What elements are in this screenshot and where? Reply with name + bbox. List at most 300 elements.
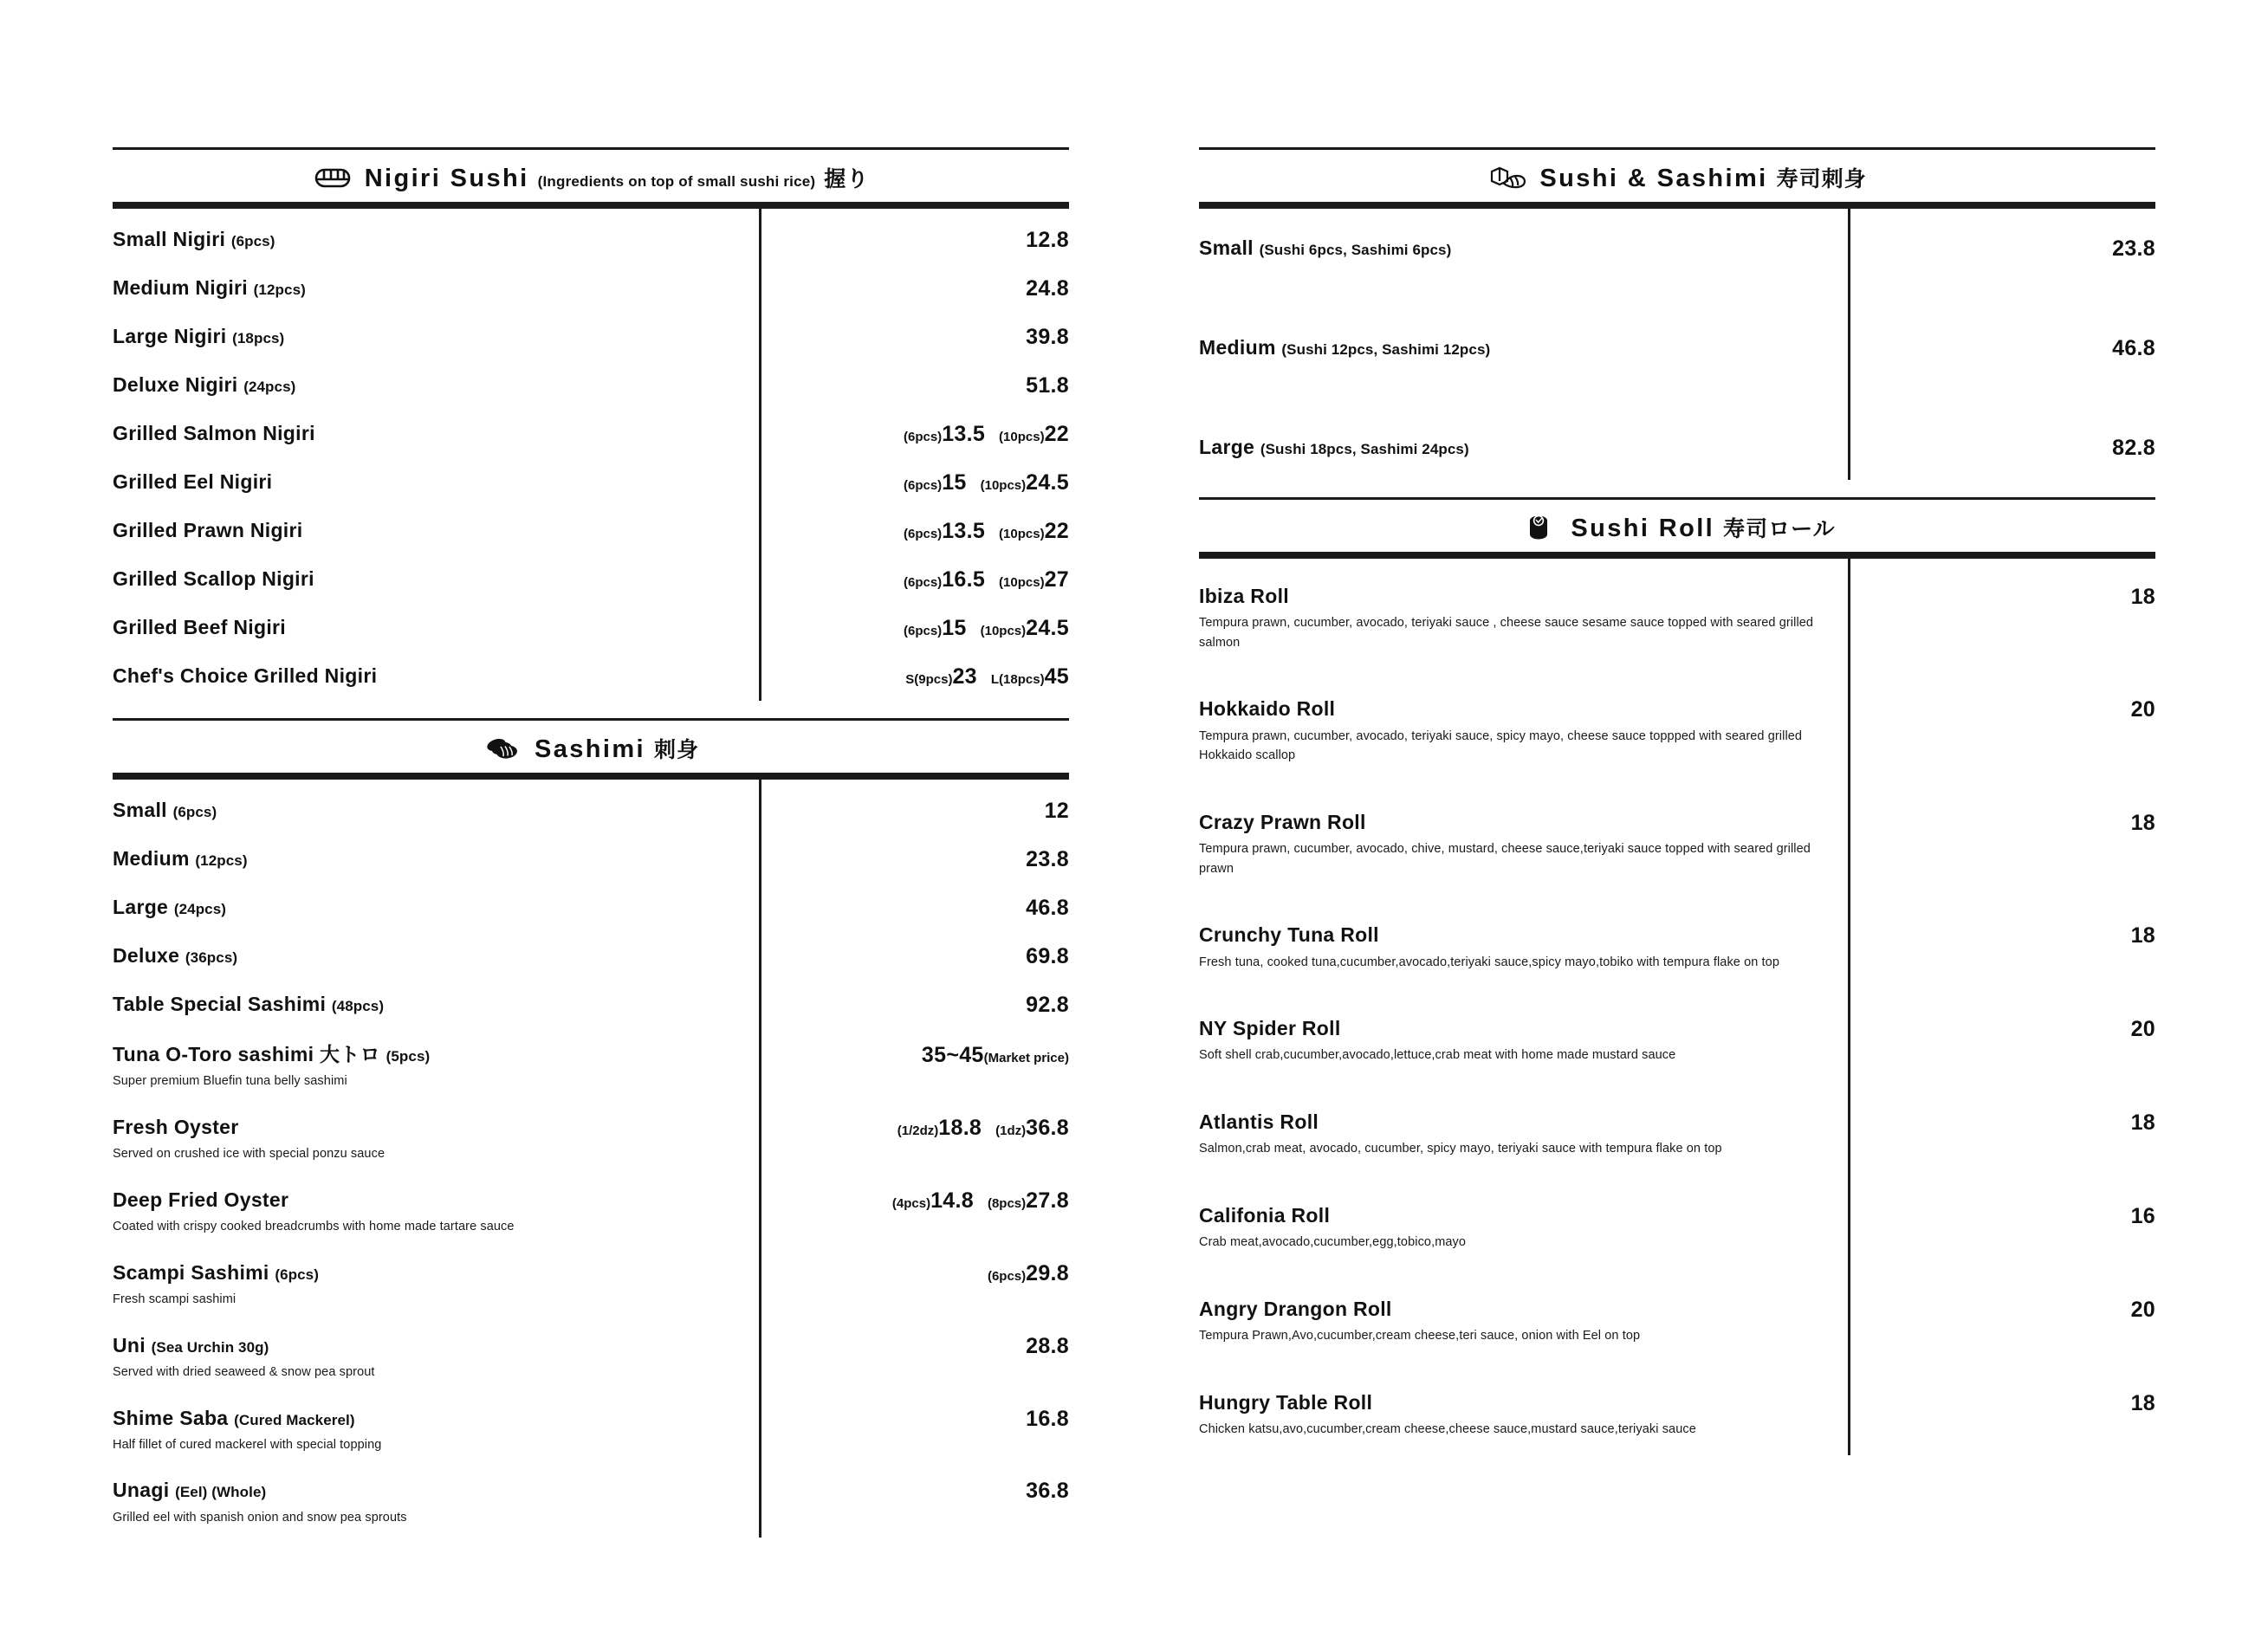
item-price-cell — [759, 1407, 1069, 1432]
item-name: Medium (12pcs) — [113, 847, 248, 870]
item-price-cell — [759, 944, 1069, 969]
item-main — [113, 1334, 759, 1382]
item-name: Califonia Roll — [1199, 1203, 1331, 1227]
section-title-text — [365, 162, 870, 193]
menu-item-row[interactable] — [113, 981, 1069, 1029]
menu-item-row[interactable] — [1199, 410, 2155, 480]
menu-item-row[interactable] — [1199, 1088, 2155, 1182]
item-name: Small Nigiri (6pcs) — [113, 228, 275, 250]
item-main — [1199, 236, 1848, 259]
section-name: Sushi & Sashimi — [1539, 165, 1768, 192]
price-group — [904, 567, 985, 592]
price-value: 46.8 — [1026, 896, 1069, 920]
section-rule-bottom — [1199, 552, 2155, 559]
item-price-cell — [759, 1116, 1069, 1141]
price-value: 22 — [1044, 422, 1069, 446]
price-group — [995, 1116, 1069, 1141]
price-group — [904, 422, 985, 447]
menu-item-row[interactable] — [113, 932, 1069, 981]
price-group — [988, 1188, 1069, 1214]
item-quantity: (48pcs) — [331, 998, 385, 1014]
price-group — [2131, 1391, 2155, 1416]
item-main — [113, 228, 759, 250]
item-description: Soft shell crab,cucumber,avocado,lettuce,crab meat with home made mustard sauce — [1199, 1048, 1676, 1063]
item-price-cell — [759, 1261, 1069, 1286]
price-group — [905, 664, 977, 690]
menu-item-row[interactable] — [113, 555, 1069, 604]
item-description: Crab meat,avocado,cucumber,egg,tobico,mayo — [1199, 1235, 1467, 1250]
section-title-row — [113, 150, 1069, 202]
price-group — [2131, 1298, 2155, 1323]
item-main — [113, 276, 759, 299]
price-size-label: (6pcs) — [904, 575, 943, 590]
price-group — [1026, 1479, 1069, 1504]
item-main — [113, 1188, 759, 1237]
item-name: Crunchy Tuna Roll — [1199, 923, 1379, 947]
menu-item-row[interactable] — [1199, 559, 2155, 675]
item-quantity: (Sushi 12pcs, Sashimi 12pcs) — [1281, 341, 1491, 358]
item-main — [1199, 1017, 1848, 1065]
item-main — [113, 1116, 759, 1164]
menu-item-row[interactable] — [1199, 209, 2155, 310]
item-main — [113, 325, 759, 347]
sashimi-icon — [483, 734, 522, 763]
menu-item-row[interactable] — [1199, 901, 2155, 994]
item-name: Small (Sushi 6pcs, Sashimi 6pcs) — [1199, 236, 1452, 259]
price-group — [1026, 847, 1069, 872]
item-name: Unagi (Eel) (Whole) — [113, 1479, 267, 1502]
item-price-cell — [759, 616, 1069, 641]
item-name: Medium Nigiri (12pcs) — [113, 276, 306, 299]
item-main — [113, 519, 759, 541]
menu-item-row[interactable] — [113, 410, 1069, 458]
price-value: 28.8 — [1026, 1333, 1069, 1358]
item-price-cell — [759, 1334, 1069, 1359]
price-group — [999, 422, 1069, 447]
price-size-label: (6pcs) — [904, 527, 943, 541]
item-price-cell — [759, 519, 1069, 544]
price-group — [1026, 1407, 1069, 1432]
item-quantity: (6pcs) — [275, 1266, 319, 1283]
price-group — [981, 616, 1069, 641]
item-price-cell — [1848, 1110, 2156, 1136]
menu-section-sushi-and-sashimi — [1199, 147, 2155, 480]
item-quantity: (Eel) (Whole) — [175, 1484, 267, 1501]
price-value: 39.8 — [1026, 325, 1069, 349]
section-title-text — [1571, 512, 1835, 543]
price-size-label: (10pcs) — [999, 527, 1045, 541]
price-group — [2112, 336, 2155, 361]
item-main — [113, 422, 759, 444]
price-value: 46.8 — [2112, 336, 2155, 360]
price-size-label: (6pcs) — [987, 1268, 1027, 1284]
item-main — [113, 1407, 759, 1455]
price-size-label: (10pcs) — [999, 430, 1045, 444]
item-main — [1199, 1391, 1848, 1440]
item-main — [113, 896, 759, 918]
menu-item-row[interactable] — [1199, 788, 2155, 901]
price-value: 16.5 — [942, 567, 986, 592]
price-value: 36.8 — [1026, 1479, 1069, 1504]
item-name: Shime Saba (Cured Mackerel) — [113, 1406, 355, 1429]
price-value: 15 — [942, 470, 967, 495]
item-price-cell — [1848, 585, 2156, 610]
item-quantity: (24pcs) — [173, 901, 227, 917]
price-group — [2131, 811, 2155, 836]
item-description: Tempura prawn, cucumber, avocado, teriyaki sauce, spicy mayo, cheese sauce toppped with seared grilled Hokkaido scallop — [1199, 728, 1803, 763]
price-value: 23.8 — [2112, 236, 2155, 261]
item-price-cell — [759, 664, 1069, 690]
price-group — [904, 616, 967, 641]
price-size-label: (1dz) — [995, 1123, 1027, 1138]
item-main — [1199, 585, 1848, 652]
menu-item-row[interactable] — [113, 264, 1069, 313]
price-group — [1026, 1334, 1069, 1359]
item-price-cell — [1848, 1391, 2156, 1416]
section-note: (Ingredients on top of small sushi rice) — [537, 173, 816, 190]
menu-item-row[interactable] — [1199, 675, 2155, 787]
menu-item-row[interactable] — [113, 1029, 1069, 1102]
item-main — [113, 1043, 759, 1091]
item-main — [113, 1479, 759, 1527]
price-column-divider — [759, 780, 761, 1538]
menu-item-row[interactable] — [113, 835, 1069, 884]
section-name-japanese: 握り — [824, 167, 870, 191]
market-price-note: (Market price) — [983, 1051, 1069, 1065]
menu-section-sashimi — [113, 718, 1069, 1538]
item-description: Fresh tuna, cooked tuna,cucumber,avocado,teriyaki sauce,spicy mayo,tobiko with tempura flake on top — [1199, 955, 1780, 969]
item-name: Medium (Sushi 12pcs, Sashimi 12pcs) — [1199, 336, 1491, 359]
item-quantity: (Cured Mackerel) — [234, 1411, 355, 1428]
section-items — [113, 780, 1069, 1538]
item-main — [1199, 336, 1848, 359]
item-name: Chef's Choice Grilled Nigiri — [113, 664, 378, 687]
item-quantity: (24pcs) — [243, 379, 296, 395]
price-value: 13.5 — [942, 422, 986, 446]
item-main — [113, 847, 759, 870]
item-main — [1199, 1298, 1848, 1346]
price-value: 16.8 — [1026, 1406, 1069, 1431]
price-value: 24.8 — [1026, 276, 1069, 301]
price-value: 69.8 — [1026, 944, 1069, 968]
price-value: 23 — [952, 664, 977, 689]
price-group — [2131, 1110, 2155, 1136]
price-value: 20 — [2130, 1297, 2155, 1322]
price-group — [1045, 799, 1069, 824]
item-price-cell — [759, 276, 1069, 301]
price-value: 23.8 — [1026, 847, 1069, 871]
item-name: Deluxe (36pcs) — [113, 944, 238, 967]
item-description: Tempura prawn, cucumber, avocado, chive, mustard, cheese sauce,teriyaki sauce topped with seared grilled prawn — [1199, 842, 1811, 876]
section-title-row — [1199, 500, 2155, 552]
price-group — [1026, 325, 1069, 350]
price-size-label: S(9pcs) — [905, 672, 953, 687]
item-description: Coated with crispy cooked breadcrumbs with home made tartare sauce — [113, 1220, 515, 1234]
menu-section-nigiri-sushi — [113, 147, 1069, 701]
menu-item-row[interactable] — [113, 884, 1069, 932]
section-name: Nigiri Sushi — [364, 165, 529, 192]
sushi-roll-icon — [1519, 513, 1558, 542]
section-title-row — [113, 721, 1069, 773]
menu-item-row[interactable] — [113, 652, 1069, 701]
price-value: 18.8 — [938, 1115, 982, 1140]
item-main — [1199, 923, 1848, 972]
menu-item-row[interactable] — [113, 1393, 1069, 1466]
menu-item-row[interactable] — [1199, 994, 2155, 1088]
item-name: Large (24pcs) — [113, 896, 227, 918]
section-items — [1199, 209, 2155, 480]
section-title-text — [535, 733, 699, 764]
item-price-cell — [759, 1043, 1069, 1068]
price-value: 27.8 — [1026, 1188, 1069, 1213]
item-name: Grilled Prawn Nigiri — [113, 519, 303, 541]
menu-item-row[interactable] — [113, 1102, 1069, 1175]
price-group — [1026, 944, 1069, 969]
section-title-text — [1539, 162, 1866, 193]
price-group — [981, 470, 1069, 495]
price-group — [1026, 276, 1069, 301]
price-group — [1026, 228, 1069, 253]
section-name: Sushi Roll — [1571, 515, 1715, 542]
item-description: Served on crushed ice with special ponzu sauce — [113, 1147, 386, 1162]
item-name: Grilled Eel Nigiri — [113, 470, 273, 493]
price-size-label: (6pcs) — [904, 430, 943, 444]
item-name: Deep Fried Oyster — [113, 1188, 289, 1211]
price-group — [988, 1261, 1069, 1286]
item-name: Scampi Sashimi (6pcs) — [113, 1260, 319, 1284]
item-name: Hokkaido Roll — [1199, 697, 1336, 721]
item-main — [1199, 697, 1848, 765]
section-rule-bottom — [113, 773, 1069, 780]
item-name: Angry Drangon Roll — [1199, 1297, 1392, 1320]
item-name: Small (6pcs) — [113, 799, 217, 821]
price-group — [922, 1043, 1069, 1068]
sushi-sashimi-icon — [1487, 163, 1527, 192]
price-value: 45 — [1044, 664, 1069, 689]
item-quantity: (Sushi 18pcs, Sashimi 24pcs) — [1260, 441, 1469, 457]
item-description: Tempura Prawn,Avo,cucumber,cream cheese,teri sauce, onion with Eel on top — [1199, 1329, 1641, 1343]
price-size-label: (6pcs) — [904, 624, 943, 638]
item-price-cell — [759, 896, 1069, 921]
price-value: 36.8 — [1026, 1115, 1069, 1140]
item-name: Hungry Table Roll — [1199, 1390, 1373, 1414]
menu-item-row[interactable] — [1199, 1369, 2155, 1455]
item-price-cell — [759, 373, 1069, 398]
price-value: 27 — [1044, 567, 1069, 592]
item-price-cell — [1848, 1298, 2156, 1323]
item-description: Salmon,crab meat, avocado, cucumber, spicy mayo, teriyaki sauce with tempura flake on top — [1199, 1142, 1722, 1156]
item-name: Crazy Prawn Roll — [1199, 810, 1366, 833]
price-value: 22 — [1044, 519, 1069, 543]
right-column — [1199, 147, 2155, 1455]
price-column-divider — [1848, 559, 1850, 1455]
price-value: 24.5 — [1026, 616, 1069, 640]
nigiri-sushi-icon — [313, 163, 353, 192]
item-name: Ibiza Roll — [1199, 585, 1289, 607]
price-size-label: (8pcs) — [987, 1195, 1027, 1211]
section-title-row — [1199, 150, 2155, 202]
item-name: Deluxe Nigiri (24pcs) — [113, 373, 296, 396]
item-name: Large Nigiri (18pcs) — [113, 325, 285, 347]
item-quantity: (12pcs) — [195, 852, 248, 869]
price-value: 18 — [2130, 810, 2155, 835]
menu-item-row[interactable] — [113, 209, 1069, 264]
item-description: Super premium Bluefin tuna belly sashimi — [113, 1074, 347, 1089]
item-name: NY Spider Roll — [1199, 1017, 1341, 1040]
menu-item-row[interactable] — [113, 1247, 1069, 1320]
item-price-cell — [1848, 1017, 2156, 1042]
item-price-cell — [759, 1188, 1069, 1214]
price-group — [904, 519, 985, 544]
item-main — [113, 993, 759, 1015]
item-main — [1199, 436, 1848, 458]
price-group — [2131, 585, 2155, 610]
menu-item-row[interactable] — [113, 1320, 1069, 1393]
price-value: 12 — [1044, 799, 1069, 823]
item-main — [113, 373, 759, 396]
menu-item-row[interactable] — [113, 313, 1069, 361]
menu-item-row[interactable] — [1199, 1275, 2155, 1369]
price-value: 18 — [2130, 1390, 2155, 1415]
price-group — [1026, 896, 1069, 921]
price-value: 16 — [2130, 1203, 2155, 1228]
menu-item-row[interactable] — [1199, 1182, 2155, 1275]
menu-item-row[interactable] — [113, 780, 1069, 835]
section-rule-bottom — [113, 202, 1069, 209]
section-items — [113, 209, 1069, 701]
item-description: Fresh scampi sashimi — [113, 1292, 237, 1307]
item-description: Tempura prawn, cucumber, avocado, teriyaki sauce , cheese sauce sesame sauce topped with seared grilled salmon — [1199, 616, 1814, 650]
item-name: Grilled Beef Nigiri — [113, 616, 286, 638]
item-price-cell — [759, 470, 1069, 495]
price-size-label: L(18pcs) — [990, 672, 1045, 687]
price-value: 92.8 — [1026, 993, 1069, 1017]
item-price-cell — [759, 1479, 1069, 1504]
menu-item-row[interactable] — [1199, 310, 2155, 410]
price-group — [2131, 923, 2155, 948]
price-value: 24.5 — [1026, 470, 1069, 495]
price-value: 35~45 — [921, 1043, 984, 1067]
price-value: 51.8 — [1026, 373, 1069, 398]
item-name: Grilled Scallop Nigiri — [113, 567, 314, 590]
section-name-japanese: 寿司ロール — [1723, 517, 1836, 541]
item-price-cell — [759, 422, 1069, 447]
section-name-japanese: 寿司刺身 — [1776, 167, 1867, 191]
item-price-cell — [759, 993, 1069, 1018]
price-group — [904, 470, 967, 495]
price-group — [2131, 1017, 2155, 1042]
item-name: Grilled Salmon Nigiri — [113, 422, 315, 444]
item-price-cell — [1848, 923, 2156, 948]
item-quantity: (6pcs) — [172, 804, 217, 820]
menu-section-sushi-roll — [1199, 497, 2155, 1455]
price-group — [892, 1188, 974, 1214]
item-name: Fresh Oyster — [113, 1115, 239, 1138]
menu-item-row[interactable] — [113, 1465, 1069, 1538]
price-column-divider — [1848, 209, 1850, 480]
item-description: Grilled eel with spanish onion and snow pea sprouts — [113, 1510, 407, 1525]
item-quantity: (12pcs) — [253, 282, 306, 298]
item-description: Served with dried seaweed & snow pea sprout — [113, 1365, 375, 1380]
item-price-cell — [1848, 436, 2156, 461]
item-price-cell — [1848, 811, 2156, 836]
price-value: 15 — [942, 616, 967, 640]
item-main — [113, 470, 759, 493]
price-group — [2131, 697, 2155, 722]
item-main — [1199, 811, 1848, 878]
price-size-label: (10pcs) — [980, 478, 1027, 493]
item-name: Atlantis Roll — [1199, 1110, 1319, 1133]
item-price-cell — [1848, 236, 2156, 262]
section-name: Sashimi — [534, 735, 645, 763]
section-name-japanese: 刺身 — [654, 738, 700, 762]
price-group — [2112, 236, 2155, 262]
menu-item-row[interactable] — [113, 1175, 1069, 1247]
price-group — [2112, 436, 2155, 461]
price-value: 18 — [2130, 585, 2155, 609]
item-price-cell — [759, 847, 1069, 872]
section-header — [113, 718, 1069, 780]
section-header — [113, 147, 1069, 209]
item-main — [113, 944, 759, 967]
item-price-cell — [1848, 697, 2156, 722]
item-price-cell — [1848, 336, 2156, 361]
menu-item-row[interactable] — [113, 604, 1069, 652]
price-value: 20 — [2130, 697, 2155, 722]
item-main — [1199, 1204, 1848, 1253]
item-quantity: (Sushi 6pcs, Sashimi 6pcs) — [1259, 242, 1452, 258]
price-group — [1026, 993, 1069, 1018]
item-quantity: (18pcs) — [232, 330, 285, 346]
price-group — [999, 567, 1069, 592]
item-description: Chicken katsu,avo,cucumber,cream cheese,cheese sauce,mustard sauce,teriyaki sauce — [1199, 1422, 1696, 1437]
item-main — [113, 567, 759, 590]
item-main — [113, 1261, 759, 1310]
menu-item-row[interactable] — [113, 361, 1069, 410]
price-size-label: (10pcs) — [999, 575, 1045, 590]
price-value: 18 — [2130, 923, 2155, 948]
item-price-cell — [1848, 1204, 2156, 1229]
section-header — [1199, 147, 2155, 209]
price-value: 20 — [2130, 1017, 2155, 1042]
price-value: 12.8 — [1026, 228, 1069, 252]
menu-item-row[interactable] — [113, 507, 1069, 555]
item-main — [113, 616, 759, 638]
item-main — [113, 664, 759, 687]
menu-item-row[interactable] — [113, 458, 1069, 507]
section-rule-bottom — [1199, 202, 2155, 209]
left-column — [113, 147, 1069, 1538]
item-price-cell — [759, 799, 1069, 824]
item-description: Half fillet of cured mackerel with special topping — [113, 1437, 382, 1452]
price-value: 14.8 — [930, 1188, 974, 1213]
item-price-cell — [759, 228, 1069, 253]
item-quantity: (36pcs) — [185, 949, 238, 966]
price-size-label: (4pcs) — [891, 1195, 931, 1211]
item-name: Tuna O-Toro sashimi 大トロ (5pcs) — [113, 1043, 431, 1065]
price-group — [999, 519, 1069, 544]
item-name: Large (Sushi 18pcs, Sashimi 24pcs) — [1199, 436, 1469, 458]
price-group — [991, 664, 1069, 690]
price-group — [897, 1116, 982, 1141]
price-size-label: (6pcs) — [904, 478, 943, 493]
price-group — [2131, 1204, 2155, 1229]
price-group — [1026, 373, 1069, 398]
price-value: 18 — [2130, 1110, 2155, 1135]
item-main — [113, 799, 759, 821]
item-quantity: (Sea Urchin 30g) — [151, 1338, 269, 1356]
item-quantity: (5pcs) — [386, 1048, 431, 1065]
